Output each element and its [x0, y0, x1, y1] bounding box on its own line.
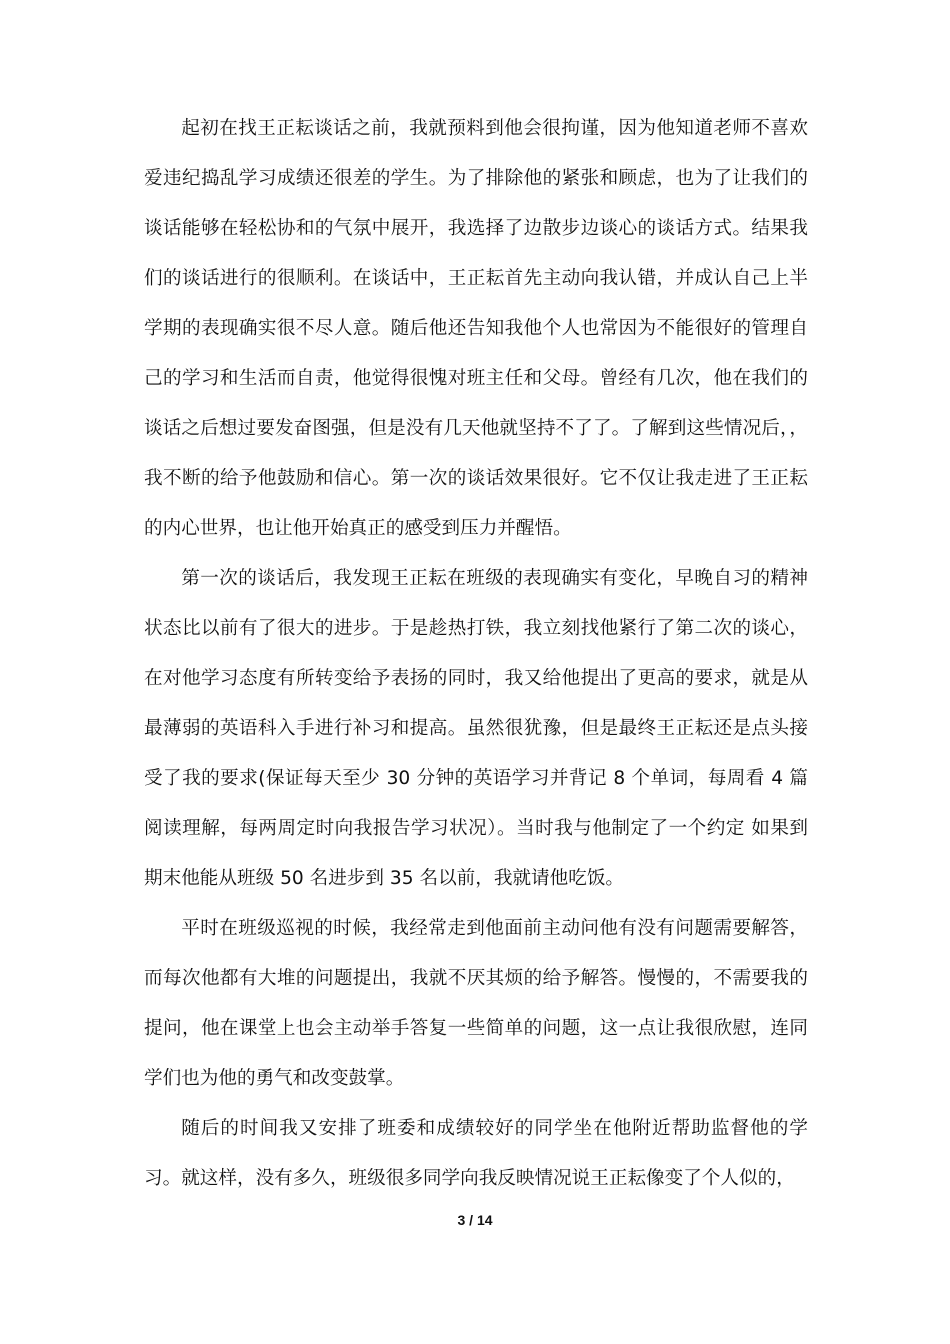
page-number-separator: / [465, 1212, 477, 1228]
document-body [144, 104, 808, 1204]
total-page-count: 14 [476, 1212, 493, 1228]
page-number-footer [0, 1212, 950, 1228]
current-page-number: 3 [457, 1212, 466, 1228]
paragraph-4: 随后的时间我又安排了班委和成绩较好的同学坐在他附近帮助监督他的学习。就这样，没有多久，班级很多同学向我反映情况说王正耘像变了个人似的， [144, 1118, 808, 1189]
paragraph-2: 第一次的谈话后，我发现王正耘在班级的表现确实有变化，早晚自习的精神状态比以前有了很大的进步。于是趁热打铁，我立刻找他紧行了第二次的谈心，在对他学习态度有所转变给予表扬的同时，我又给他提出了更高的要求，就是从最薄弱的英语科入手进行补习和提高。虽然很犹豫，但是最终王正耘还是点头接受了我的要求(保证每天至少 30 分钟的英语学习并背记 8 个单词，每周看 4 篇阅读理解，每两周定时向我报告学习状况）。当时我与他制定了一个约定 如果到期末他能从班级 50 名进步到 35 名以前，我就请他吃饭。 [144, 568, 808, 889]
paragraph-1: 起初在找王正耘谈话之前，我就预料到他会很拘谨，因为他知道老师不喜欢爱违纪捣乱学习成绩还很差的学生。为了排除他的紧张和顾虑，也为了让我们的谈话能够在轻松协和的气氛中展开，我选择了边散步边谈心的谈话方式。结果我们的谈话进行的很顺利。在谈话中，王正耘首先主动向我认错，并成认自己上半学期的表现确实很不尽人意。随后他还告知我他个人也常因为不能很好的管理自己的学习和生活而自责，他觉得很愧对班主任和父母。曾经有几次，他在我们的谈话之后想过要发奋图强，但是没有几天他就坚持不了了。了解到这些情况后，，我不断的给予他鼓励和信心。第一次的谈话效果很好。它不仅让我走进了王正耘的内心世界，也让他开始真正的感受到压力并醒悟。 [144, 118, 808, 539]
paragraph-3: 平时在班级巡视的时候，我经常走到他面前主动问他有没有问题需要解答，而每次他都有大堆的问题提出，我就不厌其烦的给予解答。慢慢的，不需要我的提问，他在课堂上也会主动举手答复一些简单的问题，这一点让我很欣慰，连同学们也为他的勇气和改变鼓掌。 [144, 918, 808, 1089]
